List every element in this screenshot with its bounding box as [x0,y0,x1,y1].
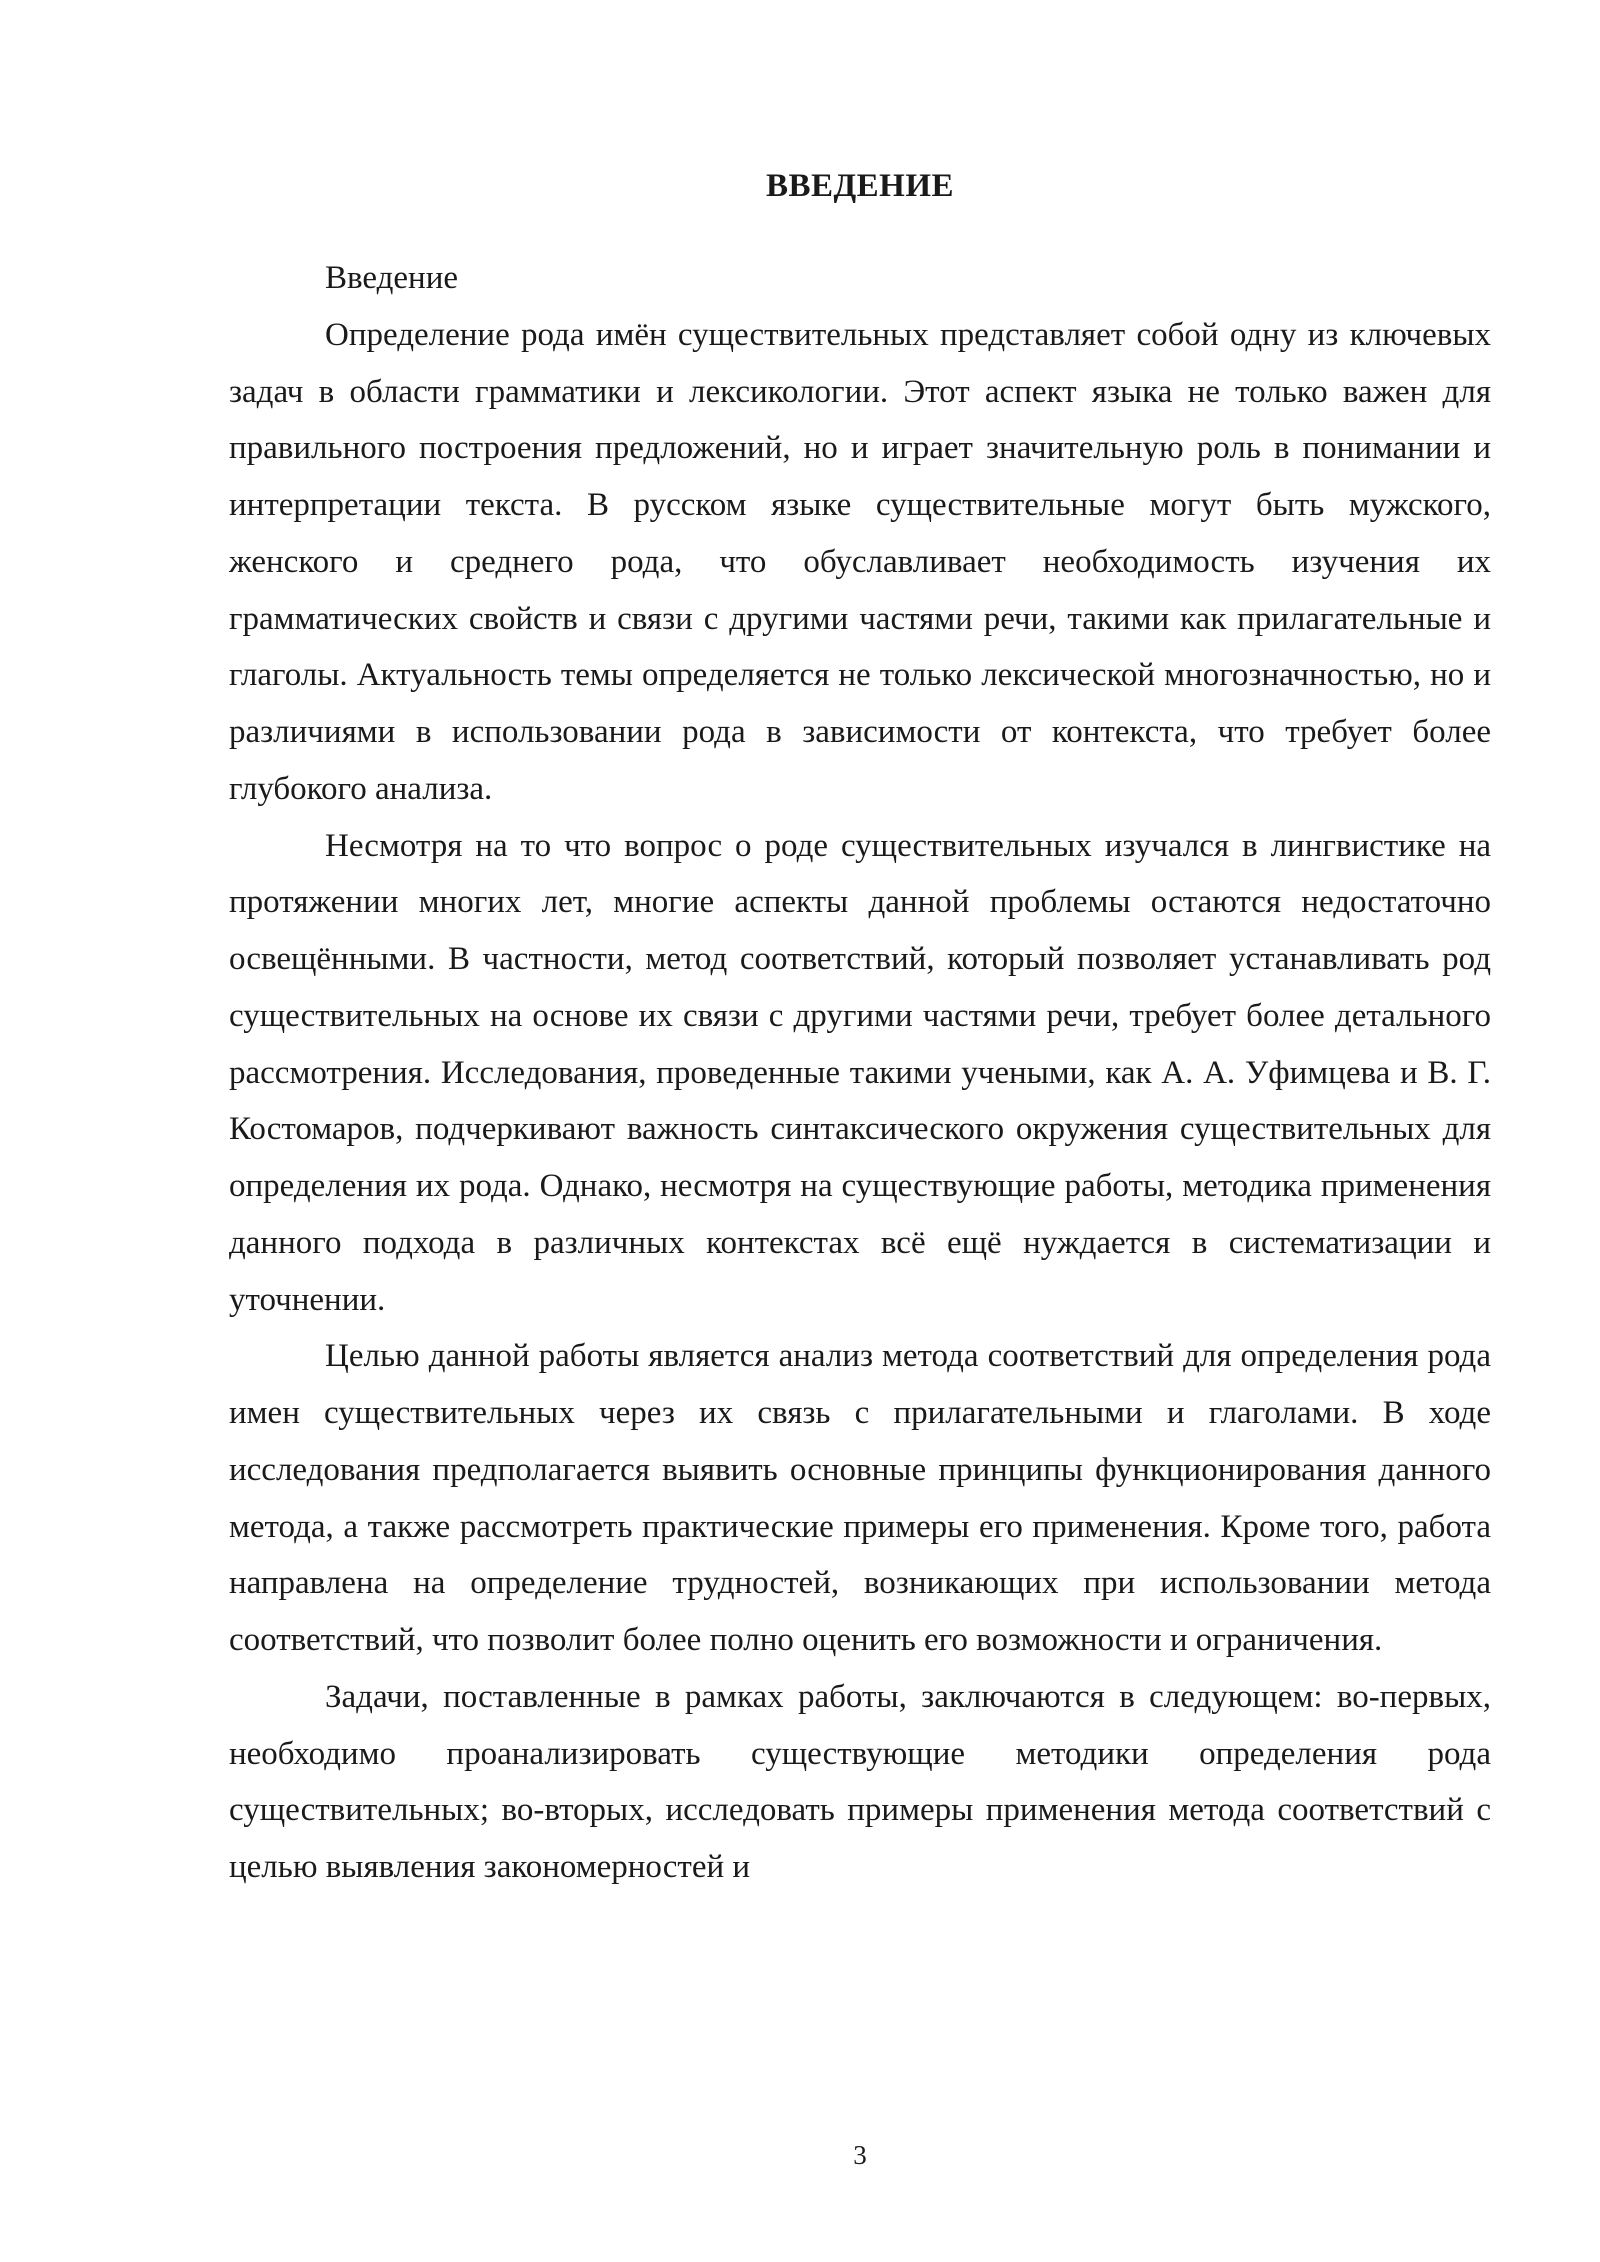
paragraph-research-state: Несмотря на то что вопрос о роде существительных изучался в лингвистике на протяжении многих лет, многие аспекты данной проблемы остаются недостаточно освещёнными. В частности, метод соответствий, который позволяет устанавливать род существительных на основе их связи с другими частями речи, требует более детального рассмотрения. Исследования, проведенные такими учеными, как А. А. Уфимцева и В. Г. Костомаров, подчеркивают важность синтаксического окружения существительных для определения их рода. Однако, несмотря на существующие работы, методика применения данного подхода в различных контекстах всё ещё нуждается в систематизации и уточнении. [229,827,1491,1318]
page-number: 3 [853,2140,867,2170]
page-title: ВВЕДЕНИЕ [765,168,955,204]
paragraph-goal: Целью данной работы является анализ метода соответствий для определения рода имен существительных через их связь с прилагательными и глаголами. В ходе исследования предполагается выявить основные принципы функционирования данного метода, а также рассмотреть практические примеры его применения. Кроме того, работа направлена на определение трудностей, возникающих при использовании метода соответствий, что позволит более полно оценить его возможности и ограничения. [229,1338,1491,1658]
paragraph-tasks: Задачи, поставленные в рамках работы, заключаются в следующем: во-первых, необходимо проанализировать существующие методики определения рода существительных; во-вторых, исследовать примеры применения метода соответствий с целью выявления закономерностей и [229,1678,1491,1885]
document-body [229,250,1491,1896]
section-subheading: Введение [325,260,459,296]
paragraph-relevance: Определение рода имён существительных представляет собой одну из ключевых задач в области грамматики и лексикологии. Этот аспект языка не только важен для правильного построения предложений, но и играет значительную роль в понимании и интерпретации текста. В русском языке существительные могут быть мужского, женского и среднего рода, что обуславливает необходимость изучения их грамматических свойств и связи с другими частями речи, такими как прилагательные и глаголы. Актуальность темы определяется не только лексической многозначностью, но и различиями в использовании рода в зависимости от контекста, что требует более глубокого анализа. [229,316,1491,807]
